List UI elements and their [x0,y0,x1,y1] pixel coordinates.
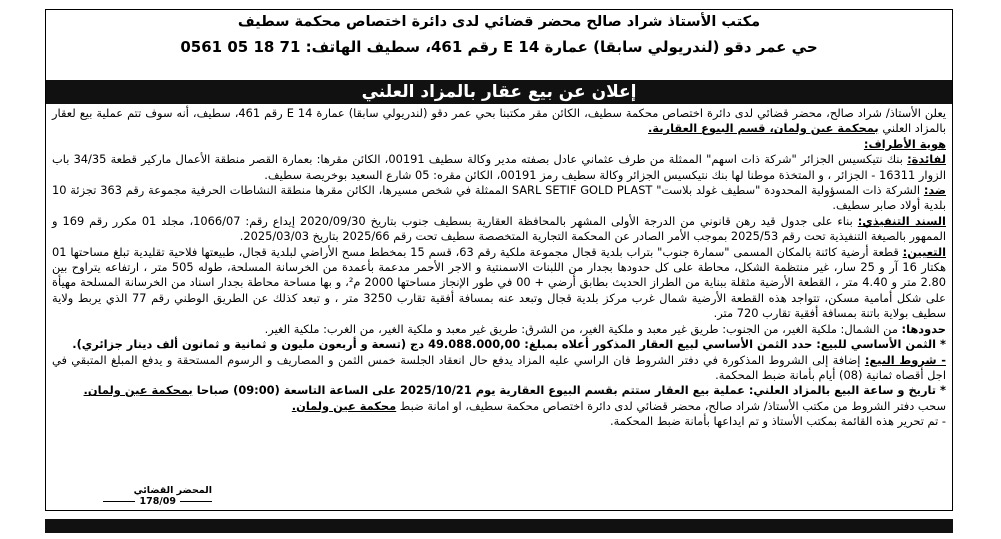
intro-paragraph: يعلن الأستاذ/ شراد صالح، محضر قضائي لدى دائرة اختصاص محكمة سطيف، الكائن مقر مكتبنا بحي عمر دقو (لندريولي سابقا) عمارة E 14 رقم 461، سطيف، أنه سوف تتم عملية بيع لعقار بالمزاد العلني بمحكمة عين ولمان، قسم البيوع العقارية. [52,106,946,136]
parties-heading: هوية الأطراف: [863,136,946,151]
description-paragraph: التعيين: قطعة أرضية كائنة بالمكان المسمى "سمارة جنوب" بتراب بلدية قجال مجموعة ملكية رقم 63، قسم 15 بمخطط مسح الأراضي لبلدية قجال، طبيعتها فلاحية تقليدية تبلغ مساحتها 01 هكتار 16 آر و 25 سار، غير منتظمة الشكل، محاطة على كل حدودها بجدار من اللبنات الاسمنتية و الاجر الأحمر مدعمة بأعمدة من الخرسانة المسلحة، طوله 505 متر ، ارتفاعه يتراوح بين 2.80 متر و 4.40 متر ، القطعة الأرضية مثقلة ببناية من الطراز الحديث بطابق أرضي + 00 في طور الإنجاز مساحتها 2000 م²، و بها مساحة محاطة بجدار اسناد من الخرسانة المسلحة مهيأة على شكل أمامية مسكن، تتواجد هذه القطعة الأرضية شمال غرب مركز بلدية قجال وتبعد عنه بمسافة أفقية تقارب 3250 متر ، و تبعد كذلك عن الطريق الوطني رقم 77 الذي يربط ولاية سطيف بولاية باتنة بمسافة أفقية تقارب 720 متر. [52,244,947,321]
next-notice-bar [45,519,953,533]
notice-banner: إعلان عن بيع عقار بالمزاد العلني [46,80,952,104]
conditions-paragraph: - شروط البيع: إضافة إلى الشروط المذكورة في دفتر الشروط فان الراسي عليه المزاد يدفع حال انعقاد الجلسة خمس الثمن و المصاريف و الرسوم المستحقة و يدفع المبلغ المتبقي في اجل أقصاه ثمانية (08) أيام بأمانة ضبط المحكمة. [52,352,946,382]
specs-paragraph: سحب دفتر الشروط من مكتب الأستاذ/ شراد صالح، محضر قضائي لدى دائرة اختصاص محكمة سطيف، او امانة ضبط محكمة عين ولمان. [291,398,946,413]
bounds-paragraph: حدودها: من الشمال: ملكية الغير، من الجنوب: طريق غير معبد و ملكية الغير، من الشرق: طريق غير معبد و ملكية الغير، من الغرب: ملكية الغير. [264,321,946,336]
office-title: مكتب الأستاذ شراد صالح محضر قضائي لدى دائرة اختصاص محكمة سطيف [237,14,761,30]
notice-number: 178/09 [139,496,176,507]
creditor-paragraph: لفائدة: بنك نتيكسيس الجزائر "شركة ذات اسهم" الممثلة من طرف عثماني عادل بصفته مدير وكالة سطيف 00191، الكائن مقرها: بعمارة القصر منطقة الأعمال ماركير قطعة 34/35 باب الزوار 16311 - الجزائر ، و المتخذة موطنا لها بنك نتيكسيس الجزائر وكالة سطيف رمز 00191، الكائن مقره: 05 شارع السعيد بوخريصة سطيف. [52,152,946,182]
date-paragraph: * تاريخ و ساعة البيع بالمزاد العلني: عملية بيع العقار ستتم بقسم البيوع العقارية يوم 2025/10/21 على الساعة التاسعة (09:00) صباحا بمحكمة عين ولمان. [83,383,946,398]
signature-block [52,485,212,507]
notice-body [52,106,946,430]
court-name: بمحكمة عين ولمان، قسم البيوع العقارية. [648,121,879,136]
title-paragraph: السند التنفيذي: بناء على جدول قيد رهن قانوني من الدرجة الأولى المشهر بالمحافظة العقارية بسطيف جنوب بتاريخ 2020/09/30 إيداع رقم: 1066/07، مجلد 01 مكرر رقم 169 و الممهور بالصيغة التنفيذية تحت رقم 2025/53 بموجب الأمر الصادر عن المحكمة التجارية المتخصصة سطيف تحت رقم 2025/66 بتاريخ 2025/03/03. [52,213,946,244]
divider [103,501,135,502]
final-paragraph: - تم تحرير هذه القائمة بمكتب الأستاذ و تم ايداعها بأمانة ضبط المحكمة. [610,414,946,429]
divider [180,501,212,502]
office-address: حي عمر دقو (لندريولي سابقا) عمارة E 14 رقم 461، سطيف الهاتف: 71 18 05 0561 [180,38,818,56]
notice-frame [45,9,953,511]
notice-number-row [52,496,212,507]
signer-label: المحضر القضائي [133,485,212,496]
debtor-paragraph: ضد: الشركة ذات المسؤولية المحدودة "سطيف غولد بلاست" SARL SETIF GOLD PLAST الممثلة في شخص مسيرها، الكائن مقرها منطقة النشاطات الحرفية مجموعة رقم 363 تجزئة 10 بلدية أولاد صابر سطيف. [52,183,947,213]
price-paragraph: * الثمن الأساسي للبيع: حدد الثمن الأساسي لبيع العقار المذكور أعلاه بمبلغ: 49.088.000,00 دج (تسعة و أربعون مليون و ثمانية و ثمانون ألف دينار جزائري). [72,337,946,352]
